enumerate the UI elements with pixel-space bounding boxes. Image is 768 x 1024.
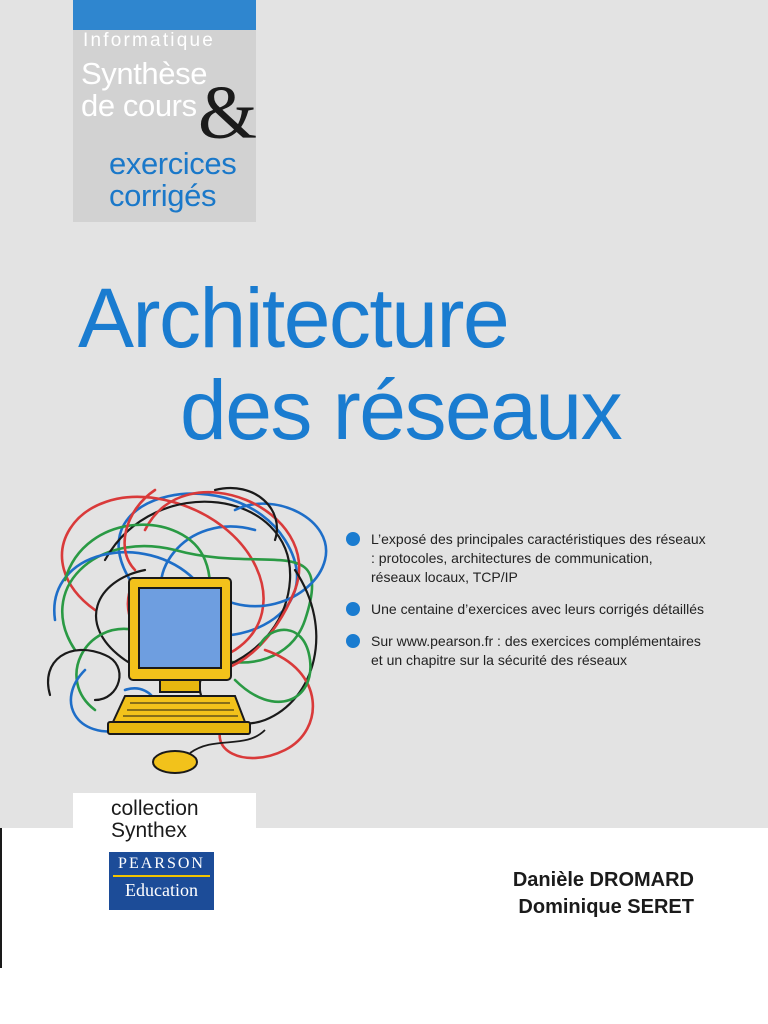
computer-network-illustration <box>35 470 335 780</box>
pearson-logo <box>109 852 214 910</box>
series-title-bottom <box>109 148 259 212</box>
left-edge-rule <box>0 828 2 968</box>
publisher-subname: Education <box>125 880 198 900</box>
feature-list <box>346 530 706 683</box>
series-banner <box>73 0 256 222</box>
series-category: Informatique <box>83 30 216 51</box>
book-title <box>78 272 738 456</box>
collection-block <box>73 793 256 928</box>
feature-text: Une centaine d’exercices avec leurs corrigés détaillés <box>371 601 705 617</box>
list-item <box>346 632 706 670</box>
collection-label: collection <box>111 797 199 820</box>
publisher-name: PEARSON <box>113 852 210 877</box>
author-name: Dominique SERET <box>518 896 694 918</box>
blue-dot-icon <box>346 532 360 546</box>
series-ampersand: & <box>198 71 258 155</box>
feature-text: Sur www.pearson.fr : des exercices complémentaires et un chapitre sur la sécurité des réseaux <box>371 633 701 668</box>
author-list <box>513 867 694 921</box>
author-name: Danièle DROMARD <box>512 869 694 891</box>
collection-name <box>111 798 251 842</box>
series-line-synthese: Synthèse <box>81 56 208 91</box>
list-item <box>346 600 706 619</box>
collection-title: Synthex <box>111 819 187 842</box>
series-line-corriges: corrigés <box>109 178 217 213</box>
series-line-de-cours: de cours <box>81 88 197 123</box>
blue-dot-icon <box>346 634 360 648</box>
blue-dot-icon <box>346 602 360 616</box>
feature-text: L’exposé des principales caractéristiques des réseaux : protocoles, architectures de communication, réseaux locaux, TCP/IP <box>371 531 706 585</box>
book-title-line-1: Architecture <box>78 271 509 365</box>
series-line-exercices: exercices <box>109 146 237 181</box>
list-item <box>346 530 706 587</box>
book-title-line-2: des réseaux <box>180 363 622 457</box>
